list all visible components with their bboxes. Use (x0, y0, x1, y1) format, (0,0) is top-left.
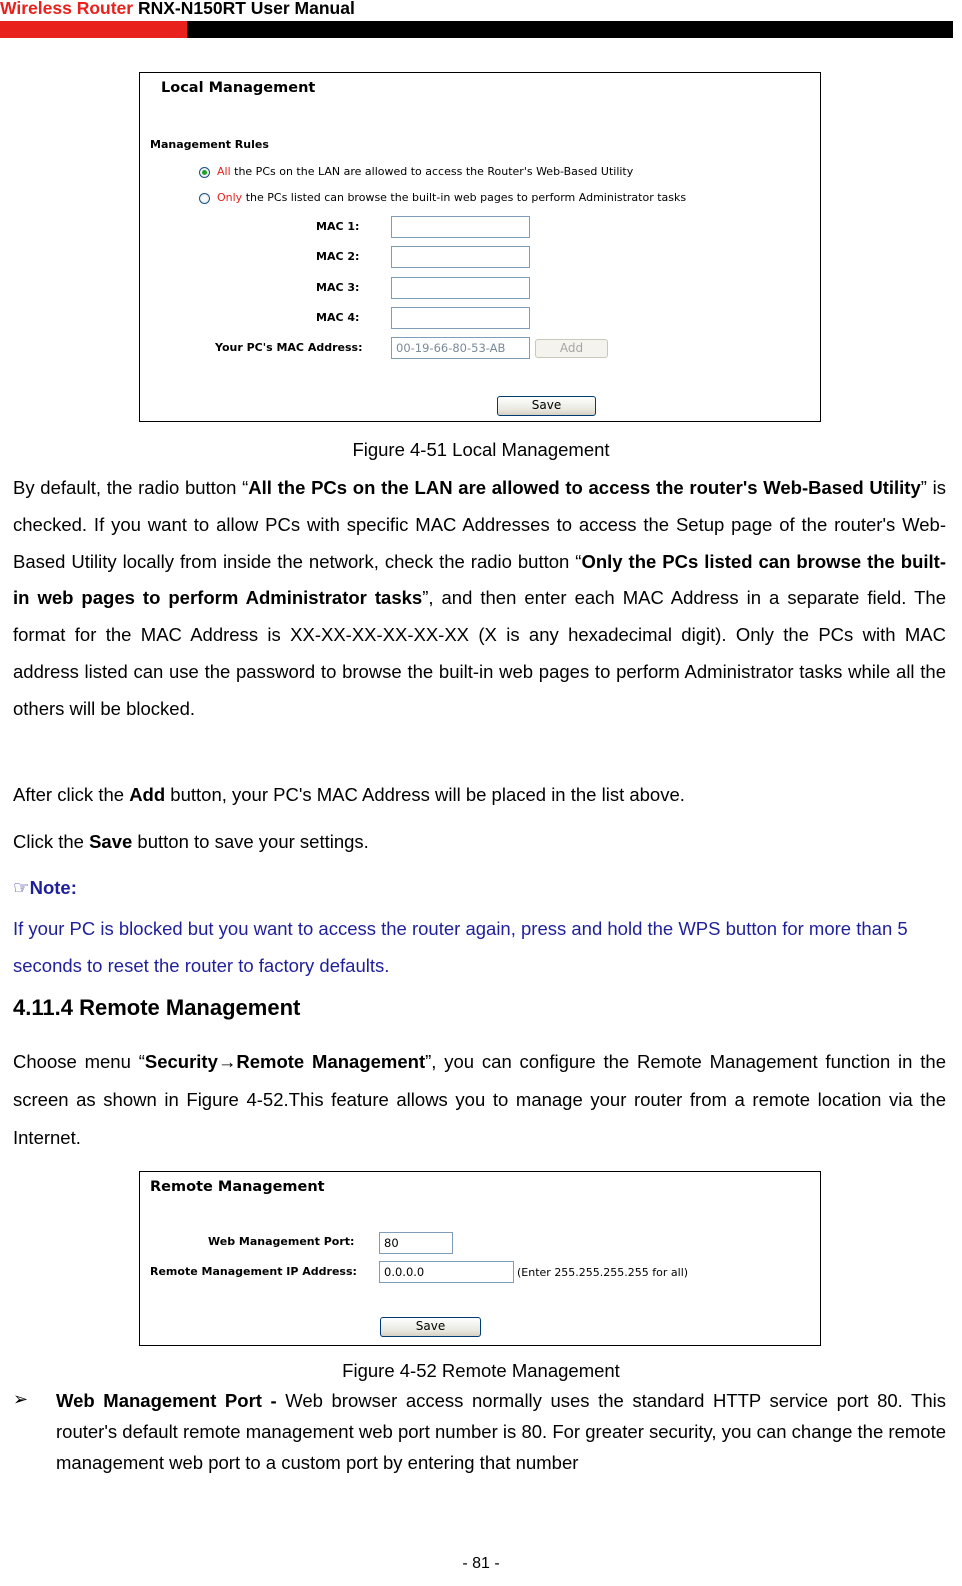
note-heading (13, 877, 77, 899)
pc-mac-address-field: 00-19-66-80-53-AB (391, 337, 530, 359)
panel-title: Remote Management (150, 1179, 325, 1195)
note-text: If your PC is blocked but you want to access the router again, press and hold the WPS button for more than 5 seconds to reset the router to factory defaults. (13, 918, 908, 976)
mac1-label: MAC 1: (316, 220, 360, 233)
paragraph-add-button: After click the Add button, your PC's MAC Address will be placed in the list above. (13, 784, 685, 805)
remote-ip-address-input[interactable]: 0.0.0.0 (379, 1261, 514, 1283)
radio-all-pcs[interactable] (199, 167, 210, 178)
section-heading-remote-management: 4.11.4 Remote Management (13, 995, 301, 1020)
mac1-input[interactable] (391, 216, 530, 238)
mac3-label: MAC 3: (316, 281, 360, 294)
page-number: - 81 - (462, 1555, 500, 1572)
panel-title: Local Management (161, 80, 316, 96)
save-button[interactable]: Save (497, 396, 596, 416)
header-model: RNX-N150RT User Manual (133, 0, 355, 18)
paragraph-remote-intro: Choose menu “Security→Remote Management”, you can configure the Remote Management function in the screen as shown in Figure 4-52.This feature allows you to manage your router from a remote location via the Internet. (13, 1051, 946, 1148)
remote-management-panel (139, 1171, 821, 1346)
mac2-label: MAC 2: (316, 250, 360, 263)
manual-header-title (0, 0, 355, 19)
web-management-port-label: Web Management Port: (208, 1235, 355, 1248)
pointing-hand-icon: ☞ (13, 877, 30, 898)
management-rules-label: Management Rules (150, 138, 269, 151)
local-management-panel (139, 72, 821, 422)
header-bar-black (187, 21, 953, 38)
pc-mac-address-label: Your PC's MAC Address: (215, 341, 363, 354)
radio-only-listed-pcs[interactable] (199, 193, 210, 204)
remote-ip-address-label: Remote Management IP Address: (150, 1265, 357, 1278)
save-button[interactable]: Save (380, 1317, 481, 1337)
paragraph-default-radio: By default, the radio button “All the PCs on the LAN are allowed to access the router's Web-Based Utility” is checked. If you want to allow PCs with specific MAC Addresses to access the Setup page of the router's Web-Based Utility locally from inside the network, check the radio button “Only the PCs listed can browse the built-in web pages to perform Administrator tasks”, and then enter each MAC Address in a separate field. The format for the MAC Address is XX-XX-XX-XX-XX-XX (X is any hexadecimal digit). Only the PCs with MAC address listed can use the password to browse the built-in web pages to perform Administrator tasks while all the others will be blocked. (13, 477, 946, 719)
remote-ip-hint: (Enter 255.255.255.255 for all) (517, 1266, 689, 1279)
paragraph-save-button: Click the Save button to save your settings. (13, 831, 369, 852)
bullet-web-management-port: Web Management Port - Web browser access normally uses the standard HTTP service port 80. This router's default remote management web port number is 80. For greater security, you can change the remote management web port to a custom port by entering that number (56, 1390, 947, 1473)
radio-only-listed-pcs-label: Only the PCs listed can browse the built-in web pages to perform Administrator tasks (217, 191, 687, 204)
web-management-port-input[interactable]: 80 (379, 1232, 453, 1254)
mac3-input[interactable] (391, 277, 530, 299)
header-bar-red (0, 21, 187, 38)
note-label: Note: (29, 877, 77, 898)
bullet-arrow-icon: ➢ (13, 1389, 29, 1409)
mac4-label: MAC 4: (316, 311, 360, 324)
mac4-input[interactable] (391, 307, 530, 329)
header-brand: Wireless Router (0, 0, 134, 18)
radio-all-pcs-label: All the PCs on the LAN are allowed to access the Router's Web-Based Utility (217, 165, 634, 178)
mac2-input[interactable] (391, 246, 530, 268)
figure-caption-4-51: Figure 4-51 Local Management (352, 439, 610, 460)
add-button[interactable]: Add (535, 339, 608, 358)
figure-caption-4-52: Figure 4-52 Remote Management (342, 1360, 620, 1381)
